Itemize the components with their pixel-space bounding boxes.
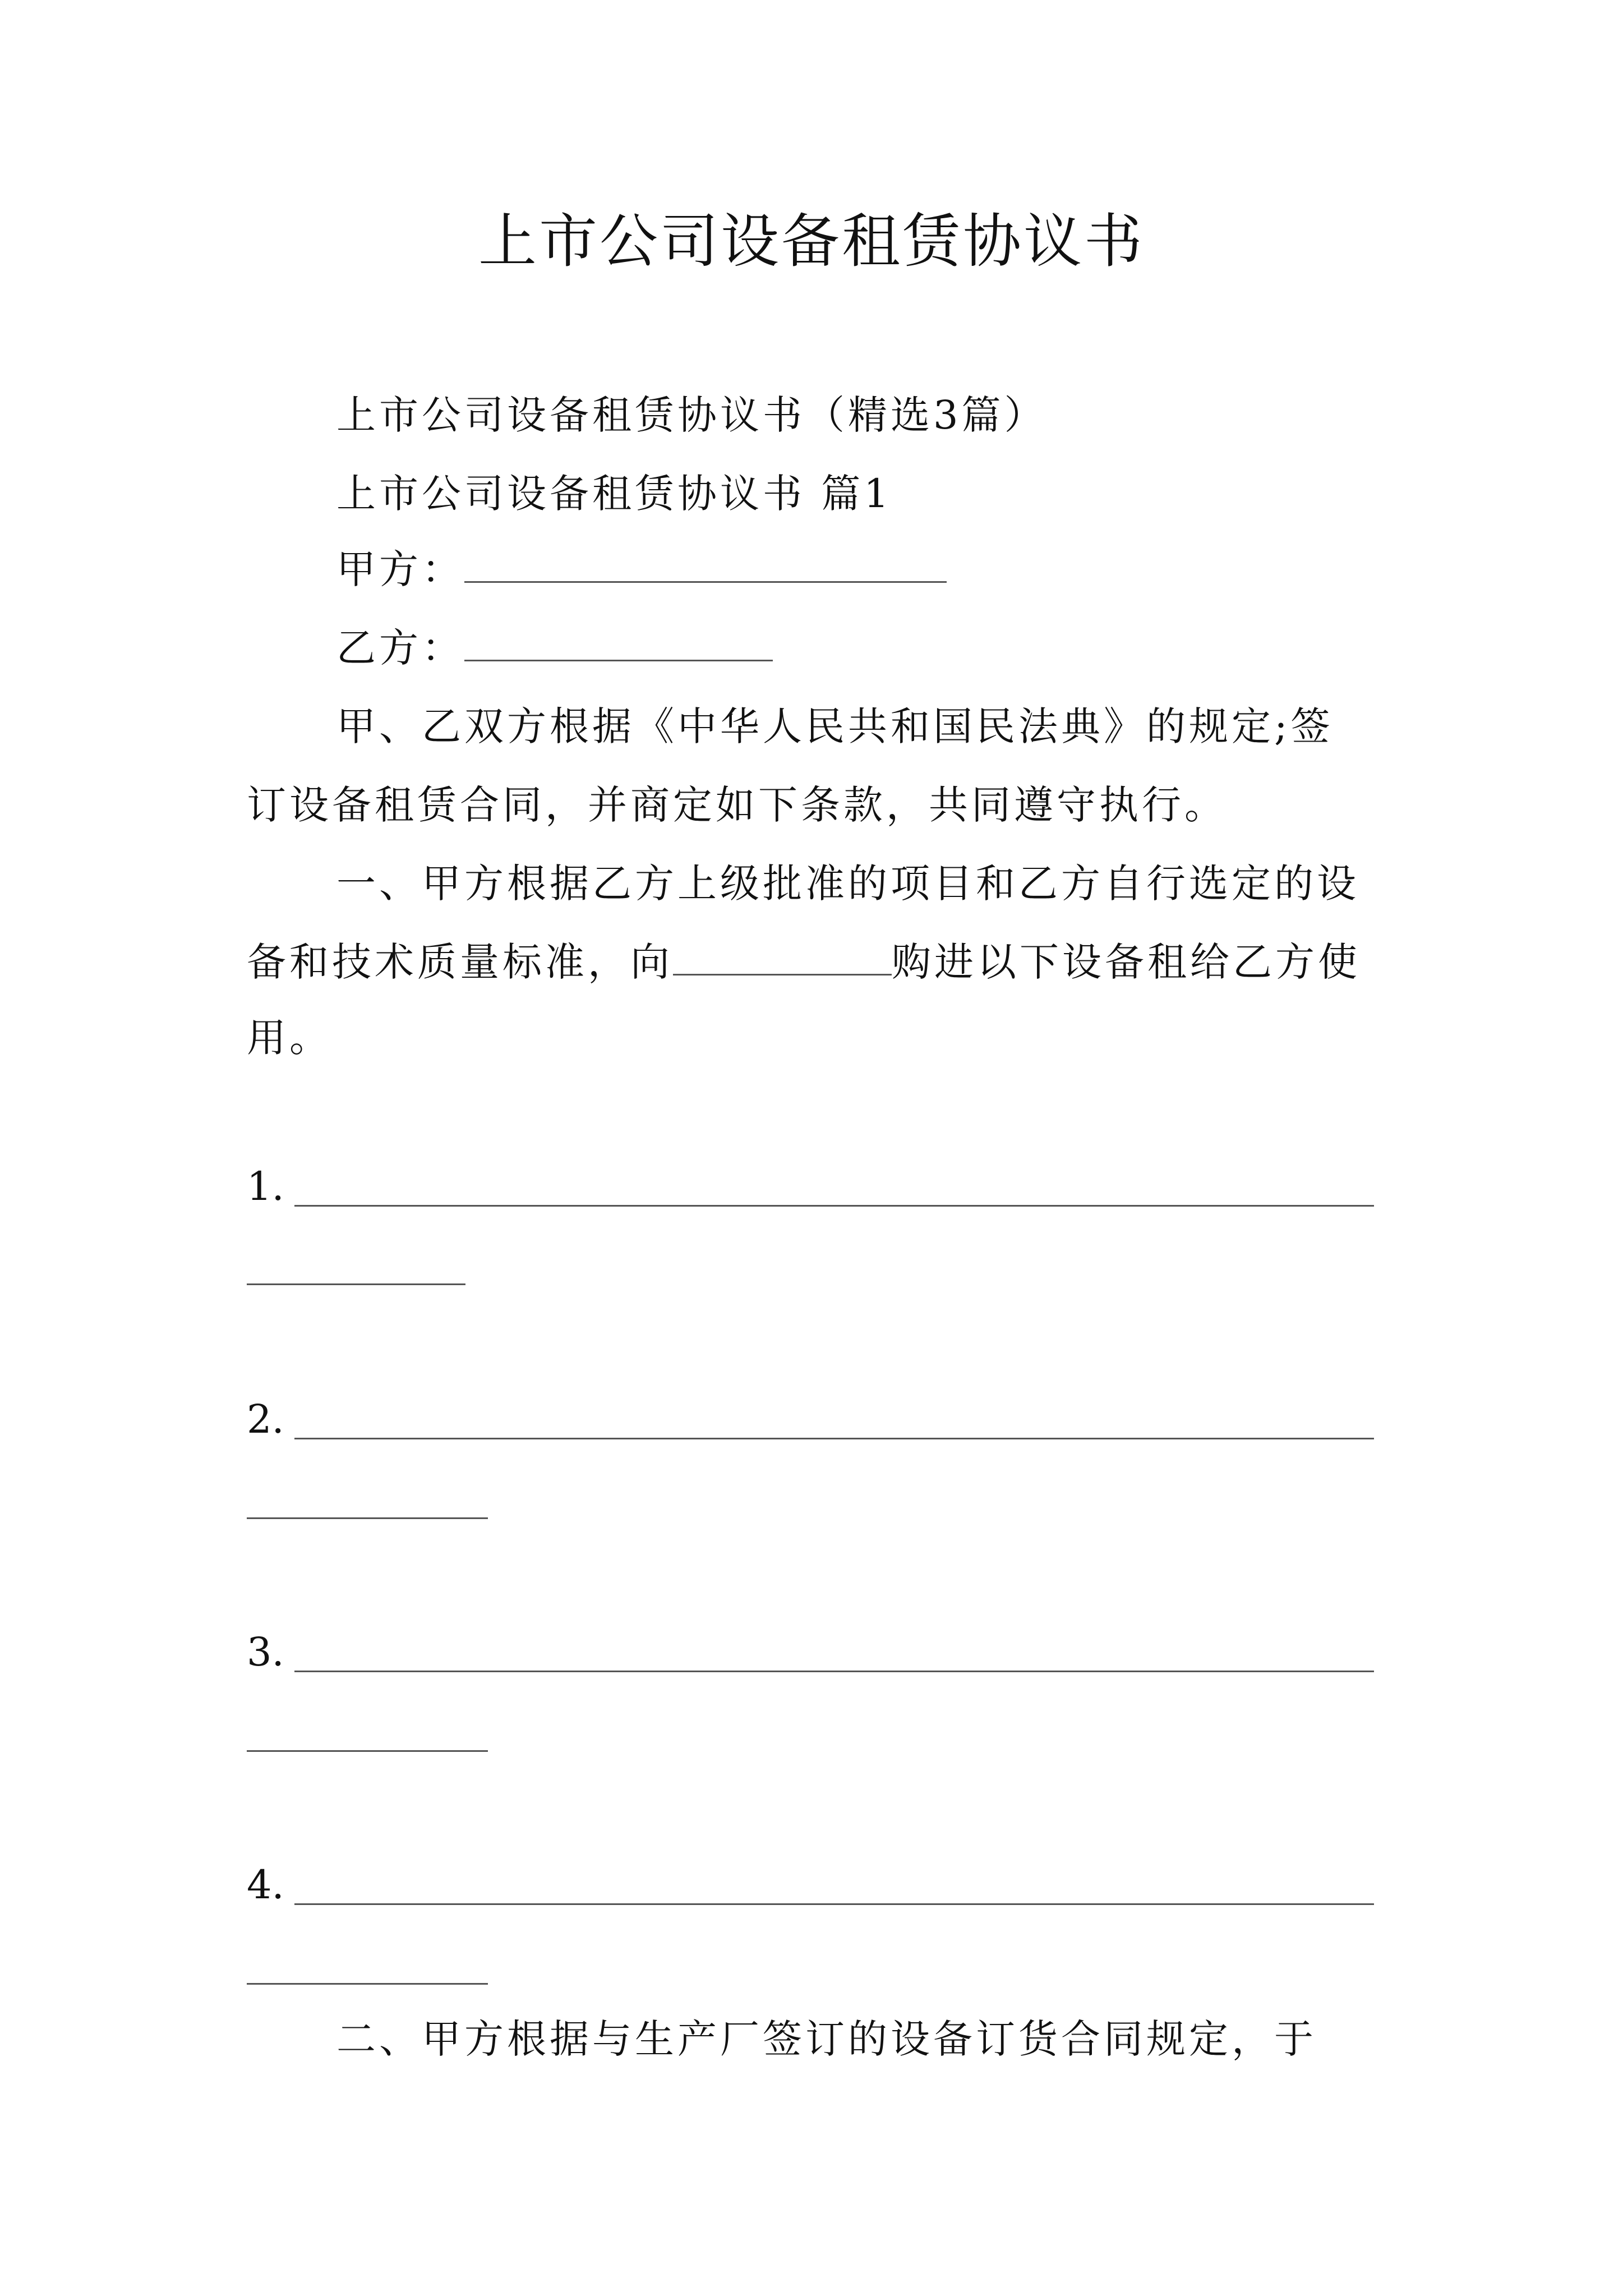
item-2-rule bbox=[294, 1438, 1374, 1439]
document-title: 上市公司设备租赁协议书 bbox=[478, 207, 1145, 275]
paragraph-2-line-2 bbox=[247, 934, 1361, 990]
paragraph-2-line-2-start: 备和技术质量标准，向 bbox=[247, 939, 673, 985]
item-3-rule-continued bbox=[247, 1750, 488, 1752]
item-2-rule-continued bbox=[247, 1517, 488, 1519]
item-3-number: 3. bbox=[247, 1629, 284, 1675]
item-3-rule bbox=[294, 1671, 1374, 1672]
item-1-rule bbox=[294, 1205, 1374, 1207]
item-4-rule-continued bbox=[247, 1983, 488, 1985]
party-b-row bbox=[336, 620, 773, 676]
paragraph-2-line-2-end: 购进以下设备租给乙方使 bbox=[892, 939, 1361, 985]
party-a-label: 甲方： bbox=[336, 546, 464, 592]
party-a-row bbox=[336, 541, 947, 597]
item-1-rule-continued bbox=[247, 1283, 465, 1285]
paragraph-2-line-3: 用。 bbox=[247, 1015, 332, 1061]
item-4-rule bbox=[294, 1903, 1374, 1905]
paragraph-1-line-2: 订设备租赁合同，并商定如下条款，共同遵守执行。 bbox=[247, 782, 1227, 828]
item-2-number: 2. bbox=[247, 1396, 284, 1442]
section-heading: 上市公司设备租赁协议书 篇1 bbox=[336, 471, 892, 517]
supplier-blank bbox=[673, 940, 892, 976]
item-1-number: 1. bbox=[247, 1163, 284, 1209]
party-b-blank bbox=[464, 626, 773, 661]
document-subtitle: 上市公司设备租赁协议书（精选3篇） bbox=[336, 392, 1047, 438]
party-a-blank bbox=[464, 547, 947, 583]
item-4-number: 4. bbox=[247, 1862, 284, 1908]
party-b-label: 乙方： bbox=[336, 625, 464, 671]
paragraph-3-line-1: 二、甲方根据与生产厂签订的设备订货合同规定，于 bbox=[336, 2016, 1317, 2062]
paragraph-2-line-1: 一、甲方根据乙方上级批准的项目和乙方自行选定的设 bbox=[336, 861, 1359, 907]
paragraph-1-line-1: 甲、乙双方根据《中华人民共和国民法典》的规定;签 bbox=[336, 703, 1334, 749]
